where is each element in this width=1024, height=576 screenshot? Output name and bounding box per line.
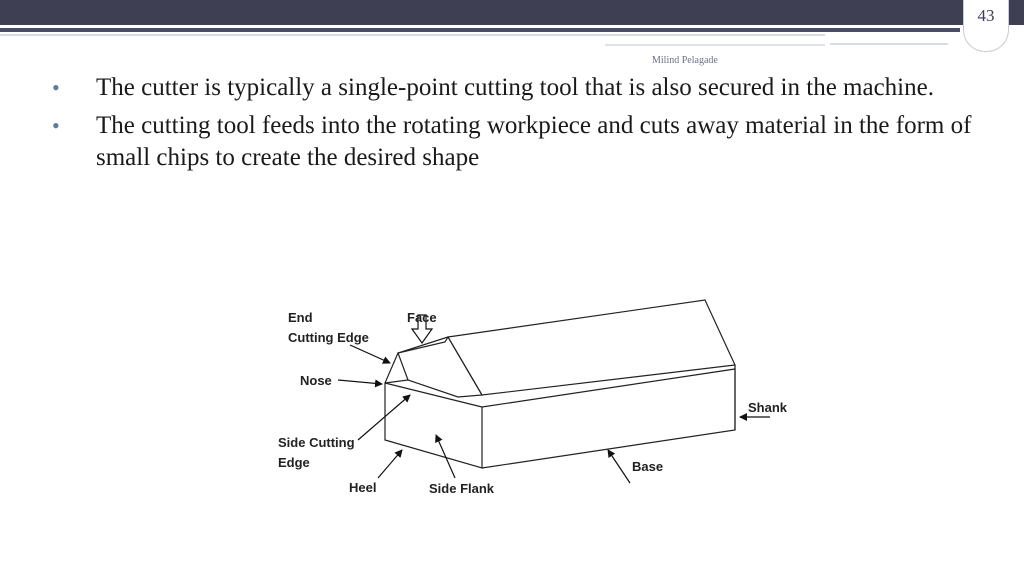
slide-number-tab <box>963 0 1009 52</box>
cutting-tool-drawing <box>270 295 810 505</box>
end-edge <box>385 380 408 383</box>
label-base: Base <box>632 459 664 474</box>
footer-rule-left <box>605 44 825 46</box>
bullet-marker: • <box>52 75 60 100</box>
arrow-nose <box>338 380 382 384</box>
bullet-item <box>52 110 972 174</box>
author-name: Milind Pelagade <box>652 55 718 66</box>
header-rule-light <box>0 34 825 36</box>
arrow-end-cutting-edge <box>350 345 390 363</box>
label-nose: Nose <box>300 373 332 388</box>
bullet-item <box>52 72 972 104</box>
bullet-text: The cutting tool feeds into the rotating workpiece and cuts away material in the form of small chips to create the desired shape <box>96 112 972 171</box>
bullet-text: The cutter is typically a single-point cutting tool that is also secured in the machine. <box>96 74 934 101</box>
shank-side-face <box>482 369 735 468</box>
arrow-side-cutting-edge <box>358 395 410 440</box>
label-face: Face <box>407 310 437 325</box>
label-cutting-edge: Cutting Edge <box>288 330 369 345</box>
footer-rule-right <box>830 43 948 45</box>
bullet-marker: • <box>52 113 60 138</box>
cutting-tool-diagram <box>270 295 810 505</box>
header-rule <box>0 28 960 32</box>
label-heel: Heel <box>349 480 377 495</box>
label-end: End <box>288 310 313 325</box>
label-shank: Shank <box>748 400 788 415</box>
arrow-base <box>608 450 630 483</box>
tool-outline <box>385 300 735 468</box>
top-banner <box>0 0 1024 25</box>
slide-number: 43 <box>977 6 995 25</box>
label-side-edge: Edge <box>278 455 310 470</box>
shank-top-face <box>448 300 735 395</box>
nose-edge <box>385 353 398 383</box>
label-side-flank: Side Flank <box>429 481 495 496</box>
label-side-cutting: Side Cutting <box>278 435 355 450</box>
bullet-list <box>52 72 972 180</box>
arrow-heel <box>378 450 402 478</box>
tool-front-face <box>398 337 482 397</box>
arrow-side-flank <box>436 435 455 478</box>
